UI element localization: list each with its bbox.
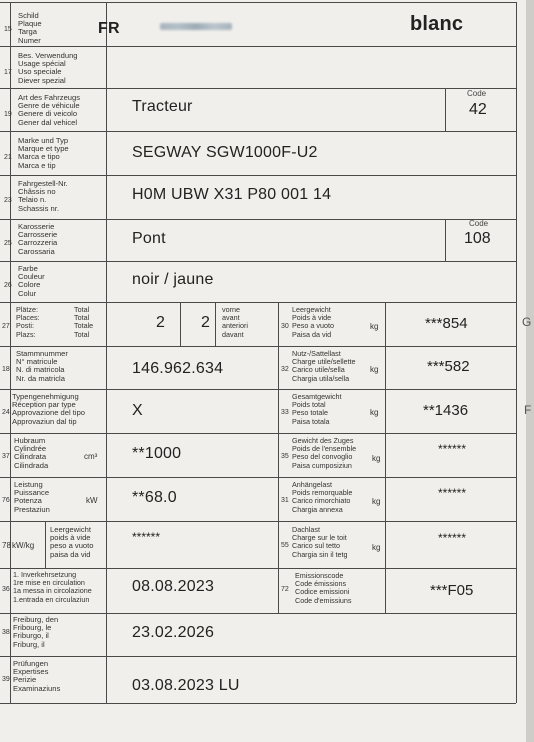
row-line <box>0 46 516 47</box>
chassis-value: H0M UBW X31 P80 001 14 <box>132 186 332 203</box>
place-value: 23.02.2026 <box>132 624 215 641</box>
field-number: 17 <box>4 69 12 76</box>
field-number: 35 <box>281 453 289 460</box>
body-code: 108 <box>464 230 491 247</box>
row-line <box>0 656 516 657</box>
body-value: Pont <box>132 230 166 247</box>
seats-front-label: vorne avant anteriori davant <box>222 305 248 339</box>
page-edge <box>526 0 534 742</box>
margin-letter: F <box>524 403 532 417</box>
field-number: 39 <box>2 676 10 683</box>
col-line <box>45 521 46 568</box>
seats-front: 2 <box>201 314 211 331</box>
seats-total: 2 <box>156 314 166 331</box>
field-number: 32 <box>281 366 289 373</box>
row-line <box>0 302 516 303</box>
row-line <box>0 131 516 132</box>
roof-load-value: ****** <box>438 531 467 545</box>
col-line <box>10 2 11 703</box>
make-label: Marke und Typ Marque et type Marca e tipo Marca e tip <box>18 136 69 170</box>
col-line <box>278 302 279 613</box>
unit: kW <box>86 496 98 505</box>
row-line <box>0 703 516 704</box>
payload-label: Nutz-/Sattellast Charge utile/sellette Carico utile/sella Chargia utila/sella <box>292 349 356 383</box>
row-line <box>0 433 516 434</box>
col-line <box>215 302 216 346</box>
row-line <box>0 389 516 390</box>
power-value: **68.0 <box>132 489 177 506</box>
plate-color: blanc <box>410 13 464 35</box>
code-label: Code <box>467 89 487 98</box>
field-number: 18 <box>2 366 10 373</box>
plate-number-redacted <box>160 23 232 30</box>
power-ratio-value: ****** <box>132 530 161 544</box>
field-number: 76 <box>2 497 10 504</box>
vehicle-type-value: Tracteur <box>132 98 193 115</box>
total-weight-value: **1436 <box>423 402 469 419</box>
code-label: Code <box>469 219 489 228</box>
field-number: 24 <box>2 409 10 416</box>
color-value: noir / jaune <box>132 271 214 288</box>
seats-label: Plätze: Places: Posti: Plazs: <box>16 305 40 339</box>
power-label: Leistung Puissance Potenza Prestaziun <box>14 480 50 514</box>
field-number: 15 <box>4 26 12 33</box>
registration-value: 146.962.634 <box>132 360 224 377</box>
row-line <box>0 88 516 89</box>
vehicle-type-code: 42 <box>469 101 487 118</box>
field-number: 72 <box>281 586 289 593</box>
field-number: 19 <box>4 111 12 118</box>
unit: kg <box>372 454 381 463</box>
unit: kg <box>370 322 379 331</box>
row-line <box>0 261 516 262</box>
field-number: 36 <box>2 586 10 593</box>
empty-weight-value: ***854 <box>425 315 468 332</box>
emissions-label: Emissionscode Code émissions Codice emissioni Code d'emissiuns <box>295 571 352 605</box>
trailer-load-value: ****** <box>438 486 467 500</box>
roof-load-label: Dachlast Charge sur le toit Carico sul tetto Chargia sin il tetg <box>292 525 348 559</box>
unit: kg <box>370 408 379 417</box>
field-number: 26 <box>4 282 12 289</box>
col-line <box>516 2 517 703</box>
total-weight-label: Gesamtgewicht Poids total Peso totale Paisa totala <box>292 392 342 426</box>
first-registration-value: 08.08.2023 <box>132 578 215 595</box>
place-label: Freiburg, den Fribourg, le Friburgo, il Friburg, il <box>13 615 59 649</box>
row-line <box>0 521 516 522</box>
chassis-label: Fahrgestell-Nr. Châssis no Telaio n. Schassis nr. <box>18 179 68 213</box>
col-line <box>180 302 181 346</box>
vehicle-type-label: Art des Fahrzeugs Genre de véhicule Genere di veicolo Gener dal vehicel <box>18 93 81 127</box>
combo-weight-label: Gewicht des Zuges Poids de l'ensemble Peso del convoglio Paisa cumposiziun <box>292 436 357 470</box>
emissions-value: ***F05 <box>430 582 474 599</box>
row-line <box>0 219 516 220</box>
plate-label: Schild Plaque Targa Numer <box>18 11 42 45</box>
unit: kW/kg <box>12 541 35 550</box>
first-registration-label: 1. Inverkehrsetzung 1re mise en circulation 1a messa in circolazione 1.entrada en circulaziun <box>13 570 92 604</box>
type-approval-label: Typengenehmigung Réception par type Approvazione del tipo Approvaziun dal tip <box>12 392 86 426</box>
row-line <box>0 568 516 569</box>
col-line <box>385 302 386 613</box>
body-label: Karosserie Carrosserie Carrozzeria Carossaria <box>18 222 58 256</box>
field-number: 30 <box>281 323 289 330</box>
unit: cm³ <box>84 452 98 461</box>
combo-weight-value: ****** <box>438 442 467 456</box>
type-approval-value: X <box>132 402 143 419</box>
field-number: 31 <box>281 497 289 504</box>
unit: kg <box>372 497 381 506</box>
registration-label: Stammnummer N° matricule N. di matricola Nr. da matricla <box>16 349 68 383</box>
row-line <box>0 346 516 347</box>
power-ratio-label: Leergewicht poids à vide peso a vuoto paisa da vid <box>50 525 94 559</box>
row-line <box>0 613 516 614</box>
col-line <box>445 219 446 261</box>
row-line <box>0 2 516 3</box>
trailer-load-label: Anhängelast Poids remorquable Carico rimorchiato Chargia annexa <box>292 480 353 514</box>
field-number: 37 <box>2 453 10 460</box>
row-line <box>0 175 516 176</box>
field-number: 21 <box>4 154 12 161</box>
inspection-label: Prüfungen Expertises Perizie Examinaziuns <box>13 659 61 693</box>
margin-letter: G <box>522 315 532 329</box>
displacement-label: Hubraum Cylindrée Cilindrata Cilindrada <box>14 436 49 470</box>
unit: kg <box>370 365 379 374</box>
row-line <box>0 477 516 478</box>
make-value: SEGWAY SGW1000F-U2 <box>132 144 318 161</box>
empty-weight-label: Leergewicht Poids à vide Peso a vuoto Paisa da vid <box>292 305 334 339</box>
inspection-value: 03.08.2023 LU <box>132 677 240 694</box>
field-number: 33 <box>281 409 289 416</box>
col-line <box>106 2 107 703</box>
field-number: 27 <box>2 323 10 330</box>
usage-label: Bes. Verwendung Usage spécial Uso speciale Diever spezial <box>18 51 78 85</box>
displacement-value: **1000 <box>132 445 182 462</box>
unit: kg <box>372 543 381 552</box>
field-number: 25 <box>4 240 12 247</box>
field-number: 55 <box>281 542 289 549</box>
field-number: 23 <box>4 197 12 204</box>
seats-total-label: Total Total Totale Total <box>74 305 94 339</box>
plate-country: FR <box>98 20 120 37</box>
payload-value: ***582 <box>427 358 470 375</box>
field-number: 78 <box>2 541 11 550</box>
field-number: 38 <box>2 629 10 636</box>
color-label: Farbe Couleur Colore Colur <box>18 264 45 298</box>
col-line <box>445 88 446 131</box>
